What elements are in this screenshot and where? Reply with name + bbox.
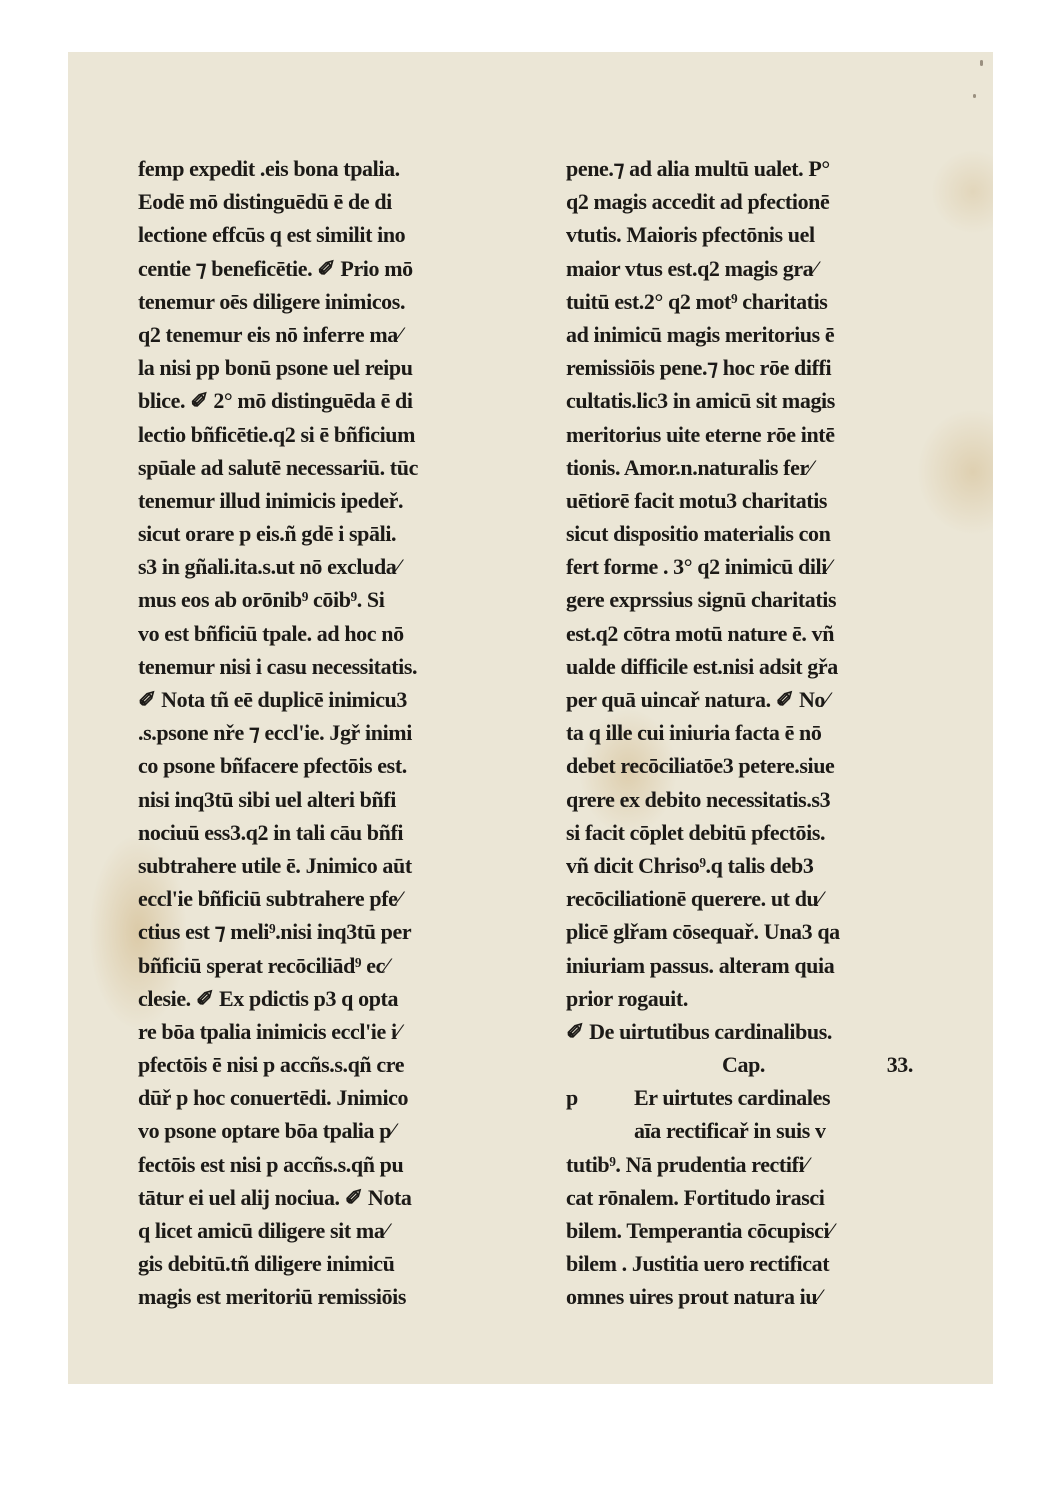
text-line: est.q2 cōtra motū nature ē. vñ [566, 620, 835, 646]
text-line: ✐ Nota tñ eē duplicē inimicu3 [138, 687, 407, 712]
text-line: lectio bñficētie.q2 si ē bñficium [138, 421, 416, 447]
text-line: meritorius uite eterne rōe intē [566, 421, 835, 447]
chapter-label: Cap. [721, 1052, 766, 1078]
text-line: lectione effcūs q est similit ino [138, 222, 406, 248]
text-line: vo psone optare bōa tpalia p⁄ [138, 1118, 395, 1144]
text-line-content: Er uirtutes cardinales [634, 1085, 831, 1111]
text-line: uētiorē facit motu3 charitatis [566, 487, 828, 513]
text-line: plicē glřam cōsequař. Una3 qa [566, 919, 840, 945]
parchment-page [68, 52, 993, 1384]
text-line: tutib⁹. Nā prudentia rectifi⁄ [566, 1151, 808, 1177]
text-line: prior rogauit. [566, 985, 688, 1011]
text-line: fectōis est nisi p accñs.s.qñ pu [138, 1151, 404, 1177]
text-line: remissiōis pene.⁊ hoc rōe diffi [566, 355, 832, 381]
text-line: sicut dispositio materialis con [566, 521, 831, 547]
text-line: mus eos ab orōnib⁹ cōib⁹. Si [138, 587, 385, 613]
text-line: omnes uires prout natura iu⁄ [566, 1284, 821, 1310]
text-line: bilem . Justitia uero rectificat [566, 1251, 830, 1277]
text-line: eccl'ie bñficiū subtrahere pfe⁄ [138, 886, 401, 912]
text-line: bilem. Temperantia cōcupisci⁄ [566, 1218, 833, 1243]
text-line: nociuū ess3.q2 in tali cāu bñfi [138, 819, 404, 845]
text-line: clesie. ✐ Ex pdictis p3 q opta [138, 985, 399, 1011]
text-line: gere exprssius signū charitatis [566, 587, 837, 613]
text-line [566, 1081, 921, 1114]
text-line: s3 in gñali.ita.s.ut nō excluda⁄ [138, 554, 400, 580]
text-line: co psone bñfacere pfectōis est. [138, 753, 407, 779]
initial-letter: p [566, 1085, 578, 1111]
speck-mark [973, 94, 976, 98]
text-line [566, 1114, 921, 1147]
text-line: femp expedit .eis bona tpalia. [138, 156, 400, 181]
text-line: vtutis. Maioris pfectōnis uel [566, 222, 815, 248]
text-line: gis debitū.tñ diligere inimicū [138, 1251, 395, 1277]
right-column [566, 152, 921, 1314]
text-line: fert forme . 3° q2 inimicū dili⁄ [566, 554, 831, 580]
text-line: .s.psone nře ⁊ eccl'ie. Jgř inimi [138, 720, 412, 746]
text-line: ad inimicū magis meritorius ē [566, 321, 835, 347]
text-line: subtrahere utile ē. Jnimico aūt [138, 852, 412, 878]
left-column [138, 152, 493, 1314]
text-line: si facit cōplet debitū pfectōis. [566, 819, 826, 845]
text-line: cat rōnalem. Fortitudo irasci [566, 1184, 825, 1210]
text-line: tenemur illud inimicis ipedeř. [138, 487, 404, 513]
text-line: tuitū est.2° q2 mot⁹ charitatis [566, 288, 828, 314]
chapter-number: 33. [886, 1052, 913, 1078]
text-line: tātur ei uel alij nociua. ✐ Nota [138, 1184, 412, 1210]
text-line-content: aīa rectificař in suis v [634, 1118, 826, 1144]
text-line: sicut orare p eis.ñ gdē i spāli. [138, 521, 397, 547]
text-line: cultatis.lic3 in amicū sit magis [566, 388, 835, 414]
text-line: bñficiū sperat recōciliād⁹ ec⁄ [138, 952, 389, 978]
text-line: re bōa tpalia inimicis eccl'ie i⁄ [138, 1018, 400, 1044]
text-line: ualde difficile est.nisi adsit gřa [566, 653, 838, 679]
text-line: centie ⁊ beneficētie. ✐ Prio mō [138, 255, 413, 281]
text-line: debet recōciliatōe3 petere.siue [566, 753, 835, 779]
text-line: Eodē mō distinguēdū ē de di [138, 189, 392, 215]
text-line: blice. ✐ 2° mō distinguēda ē di [138, 388, 413, 414]
text-line: per quā uincař natura. ✐ No⁄ [566, 687, 829, 712]
text-line: ta q ille cui iniuria facta ē nō [566, 720, 822, 746]
text-line: magis est meritoriū remissiōis [138, 1284, 407, 1310]
text-line: tionis. Amor.n.naturalis fer⁄ [566, 454, 813, 480]
text-line: qrere ex debito necessitatis.s3 [566, 786, 831, 812]
text-line: q licet amicū diligere sit ma⁄ [138, 1218, 388, 1243]
text-line: spūale ad salutē necessariū. tūc [138, 454, 418, 480]
text-line: iniuriam passus. alteram quia [566, 952, 835, 978]
text-line: la nisi pp bonū psone uel reipu [138, 355, 413, 381]
text-line: vo est bñficiū tpale. ad hoc nō [138, 620, 404, 646]
text-line: nisi inq3tū sibi uel alteri bñfi [138, 786, 396, 812]
speck-mark [980, 60, 983, 66]
text-line: pfectōis ē nisi p accñs.s.qñ cre [138, 1052, 405, 1078]
text-line: vñ dicit Chriso⁹.q talis deb3 [566, 852, 814, 878]
text-line: maior vtus est.q2 magis gra⁄ [566, 255, 817, 281]
text-line: pene.⁊ ad alia multū ualet. P° [566, 156, 830, 181]
text-line: recōciliationē querere. ut du⁄ [566, 886, 822, 912]
text-line: q2 magis accedit ad pfectionē [566, 189, 830, 215]
text-line: q2 tenemur eis nō inferre ma⁄ [138, 321, 402, 347]
text-line: ctius est ⁊ meli⁹.nisi inq3tū per [138, 919, 412, 945]
text-line: dūř p hoc conuertēdi. Jnimico [138, 1085, 409, 1111]
text-line: tenemur oēs diligere inimicos. [138, 288, 406, 314]
section-heading: ✐ De uirtutibus cardinalibus. [566, 1018, 832, 1044]
text-line: tenemur nisi i casu necessitatis. [138, 653, 418, 679]
chapter-label-line [566, 1048, 921, 1081]
